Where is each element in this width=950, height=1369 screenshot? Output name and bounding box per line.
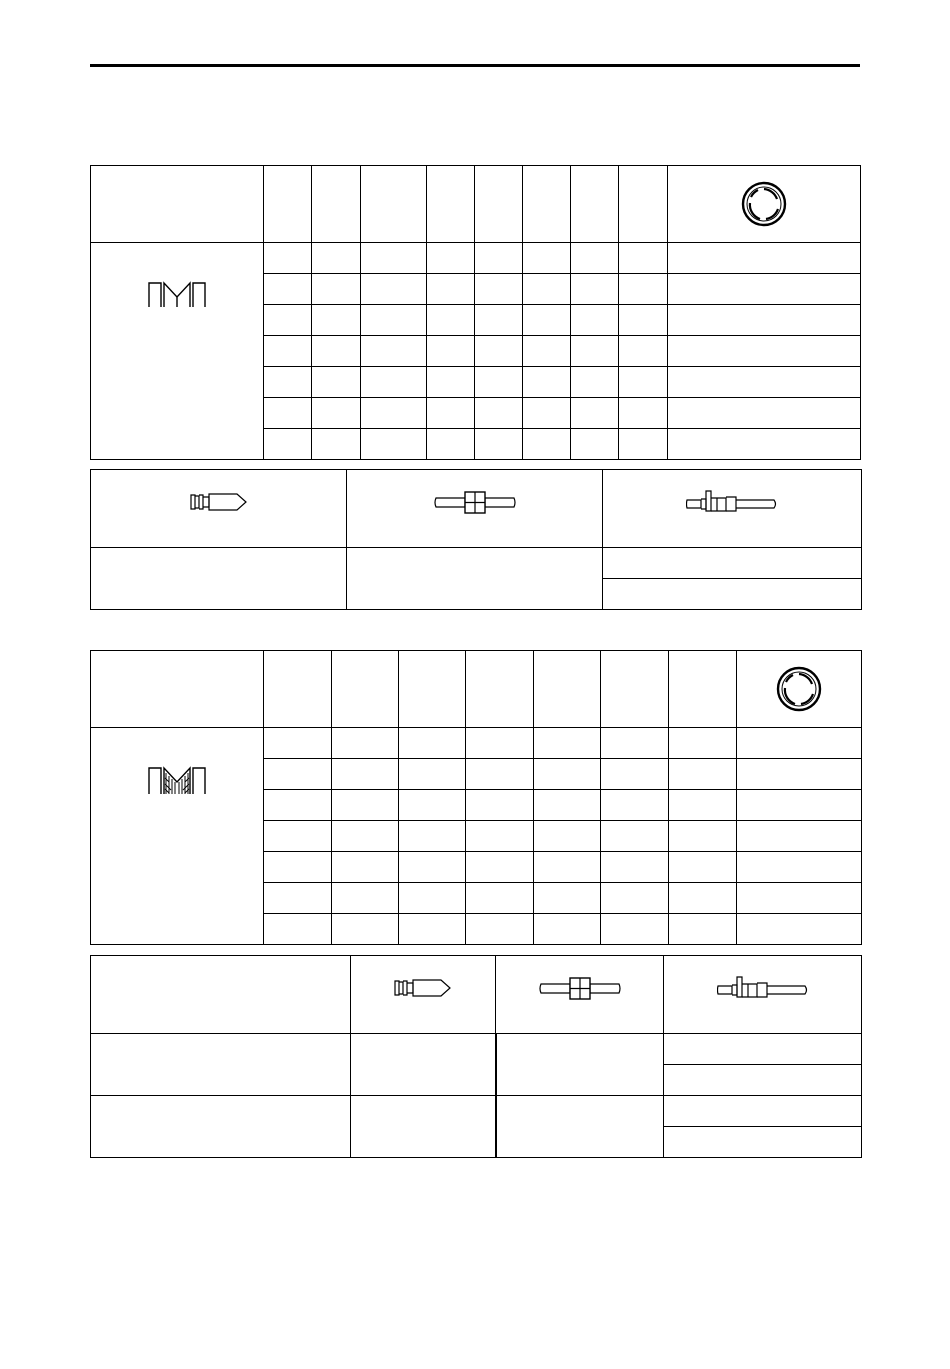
- table-cell: [737, 728, 862, 759]
- table-cell: [347, 548, 603, 610]
- table-cell: [619, 336, 668, 367]
- table-cell: [361, 305, 427, 336]
- table-cell: [496, 1096, 664, 1158]
- header-cell: [466, 651, 534, 728]
- table-cell: [399, 759, 466, 790]
- table-cell: [332, 852, 399, 883]
- header-cell: [264, 166, 312, 243]
- table-row: [91, 1096, 862, 1127]
- crimp-spec-table-2: [90, 650, 862, 945]
- table-cell: [669, 852, 737, 883]
- table-cell: [399, 883, 466, 914]
- table-cell: [264, 243, 312, 274]
- table-cell: [534, 852, 601, 883]
- table-cell: [351, 1034, 496, 1096]
- table-cell: [523, 398, 571, 429]
- insertion-tool-cell: [603, 470, 862, 548]
- table-cell: [427, 305, 475, 336]
- header-cell: [571, 166, 619, 243]
- header-cell: [399, 651, 466, 728]
- insertion-tool-cell: [664, 956, 862, 1034]
- header-cell-lock-ring: [668, 166, 861, 243]
- table-cell: [332, 790, 399, 821]
- table-cell: [466, 883, 534, 914]
- table-cell: [603, 548, 862, 579]
- header-cell: [91, 651, 264, 728]
- table-cell: [601, 852, 669, 883]
- table-cell: [601, 728, 669, 759]
- hatched-barrel-crimp-icon: [147, 764, 207, 796]
- table-cell: [466, 852, 534, 883]
- table-cell: [264, 367, 312, 398]
- table-cell: [427, 274, 475, 305]
- table-cell: [466, 914, 534, 945]
- splice-connector-icon: [538, 976, 622, 1000]
- table-cell: [619, 367, 668, 398]
- table-cell: [264, 336, 312, 367]
- top-horizontal-rule: [90, 64, 860, 67]
- header-cell: [534, 651, 601, 728]
- table-cell: [619, 274, 668, 305]
- table-cell: [571, 398, 619, 429]
- table-row: [91, 728, 862, 759]
- table-cell: [523, 305, 571, 336]
- table-cell: [669, 790, 737, 821]
- table-cell: [668, 336, 861, 367]
- table-cell: [668, 243, 861, 274]
- table-cell: [737, 759, 862, 790]
- table-cell: [264, 914, 332, 945]
- table-cell: [312, 305, 361, 336]
- header-cell: [523, 166, 571, 243]
- table-cell: [523, 336, 571, 367]
- table-cell: [534, 759, 601, 790]
- table-cell: [264, 852, 332, 883]
- table-cell: [427, 398, 475, 429]
- tooling-table-2: [90, 955, 862, 1158]
- table-cell: [361, 336, 427, 367]
- table-cell: [264, 759, 332, 790]
- table-row: [91, 548, 862, 579]
- table-cell: [312, 274, 361, 305]
- table-row: [91, 1034, 862, 1065]
- table-cell: [475, 336, 523, 367]
- table-cell: [264, 821, 332, 852]
- table-cell: [264, 790, 332, 821]
- table-cell: [466, 759, 534, 790]
- insertion-tool-icon: [717, 976, 809, 1000]
- table-cell: [361, 367, 427, 398]
- table-cell: [668, 367, 861, 398]
- table-cell: [571, 367, 619, 398]
- table-row: [91, 243, 861, 274]
- table-cell: [737, 883, 862, 914]
- table-cell: [603, 579, 862, 610]
- table-cell: [312, 429, 361, 460]
- table-cell: [361, 398, 427, 429]
- table-cell: [399, 821, 466, 852]
- table-cell: [664, 1127, 862, 1158]
- header-cell: [619, 166, 668, 243]
- contact-pin-cell: [91, 470, 347, 548]
- contact-pin-icon: [394, 977, 452, 999]
- table-header-row: [91, 956, 862, 1034]
- header-cell: [332, 651, 399, 728]
- table-cell: [664, 1096, 862, 1127]
- table-cell: [312, 367, 361, 398]
- table-cell: [601, 914, 669, 945]
- table-cell: [523, 367, 571, 398]
- table-cell: [466, 728, 534, 759]
- table-cell: [523, 274, 571, 305]
- table-cell: [475, 367, 523, 398]
- table-cell: [332, 914, 399, 945]
- table-cell: [312, 243, 361, 274]
- table-cell: [332, 759, 399, 790]
- table-header-row: [91, 470, 862, 548]
- table-cell: [534, 821, 601, 852]
- table-cell: [427, 429, 475, 460]
- table-cell: [91, 1034, 351, 1096]
- header-cell: [427, 166, 475, 243]
- header-cell: [361, 166, 427, 243]
- table-cell: [668, 398, 861, 429]
- open-barrel-crimp-icon: [147, 279, 207, 309]
- table-cell: [669, 759, 737, 790]
- table-cell: [669, 821, 737, 852]
- table-cell: [264, 274, 312, 305]
- table-cell: [668, 274, 861, 305]
- header-cell: [601, 651, 669, 728]
- header-cell: [312, 166, 361, 243]
- table-cell: [737, 821, 862, 852]
- table-cell: [475, 429, 523, 460]
- table-cell: [619, 305, 668, 336]
- header-cell-lock-ring: [737, 651, 862, 728]
- crimp-profile-cell: [91, 728, 264, 945]
- table-header-row: [91, 651, 862, 728]
- table-cell: [571, 305, 619, 336]
- table-cell: [571, 274, 619, 305]
- table-cell: [466, 790, 534, 821]
- table-cell: [312, 398, 361, 429]
- table-cell: [601, 821, 669, 852]
- table-cell: [91, 548, 347, 610]
- table-cell: [669, 728, 737, 759]
- table-cell: [475, 398, 523, 429]
- table-cell: [601, 883, 669, 914]
- table-cell: [264, 305, 312, 336]
- table-cell: [601, 790, 669, 821]
- table-cell: [399, 790, 466, 821]
- header-cell: [91, 956, 351, 1034]
- table-cell: [312, 336, 361, 367]
- splice-connector-icon: [433, 490, 517, 514]
- contact-pin-cell: [351, 956, 496, 1034]
- crimp-spec-table-1: [90, 165, 861, 460]
- lock-ring-icon: [741, 181, 787, 227]
- table-cell: [523, 429, 571, 460]
- table-cell: [399, 852, 466, 883]
- table-cell: [534, 883, 601, 914]
- table-cell: [264, 429, 312, 460]
- table-cell: [332, 728, 399, 759]
- header-cell: [475, 166, 523, 243]
- table-cell: [601, 759, 669, 790]
- tooling-table-1: [90, 469, 862, 610]
- header-cell: [264, 651, 332, 728]
- table-cell: [664, 1065, 862, 1096]
- table-cell: [91, 1096, 351, 1158]
- table-cell: [475, 305, 523, 336]
- table-cell: [399, 914, 466, 945]
- table-cell: [571, 429, 619, 460]
- table-cell: [619, 429, 668, 460]
- table-cell: [427, 336, 475, 367]
- splice-connector-cell: [496, 956, 664, 1034]
- splice-connector-cell: [347, 470, 603, 548]
- table-cell: [534, 728, 601, 759]
- table-cell: [571, 243, 619, 274]
- table-cell: [737, 914, 862, 945]
- table-cell: [668, 305, 861, 336]
- table-cell: [737, 790, 862, 821]
- table-cell: [332, 821, 399, 852]
- table-cell: [664, 1034, 862, 1065]
- insertion-tool-icon: [686, 490, 778, 514]
- table-cell: [361, 274, 427, 305]
- table-cell: [264, 398, 312, 429]
- table-header-row: [91, 166, 861, 243]
- table-cell: [475, 243, 523, 274]
- table-cell: [361, 243, 427, 274]
- crimp-profile-cell: [91, 243, 264, 460]
- table-cell: [571, 336, 619, 367]
- table-cell: [534, 914, 601, 945]
- table-cell: [669, 914, 737, 945]
- table-cell: [534, 790, 601, 821]
- table-cell: [361, 429, 427, 460]
- table-cell: [351, 1096, 496, 1158]
- table-cell: [332, 883, 399, 914]
- table-cell: [496, 1034, 664, 1096]
- table-cell: [427, 367, 475, 398]
- table-cell: [668, 429, 861, 460]
- header-cell: [669, 651, 737, 728]
- table-cell: [619, 243, 668, 274]
- table-cell: [264, 883, 332, 914]
- table-cell: [669, 883, 737, 914]
- lock-ring-icon: [776, 666, 822, 712]
- table-cell: [264, 728, 332, 759]
- table-cell: [737, 852, 862, 883]
- contact-pin-icon: [190, 491, 248, 513]
- table-cell: [523, 243, 571, 274]
- header-cell: [91, 166, 264, 243]
- table-cell: [466, 821, 534, 852]
- table-cell: [619, 398, 668, 429]
- table-cell: [399, 728, 466, 759]
- table-cell: [475, 274, 523, 305]
- table-cell: [427, 243, 475, 274]
